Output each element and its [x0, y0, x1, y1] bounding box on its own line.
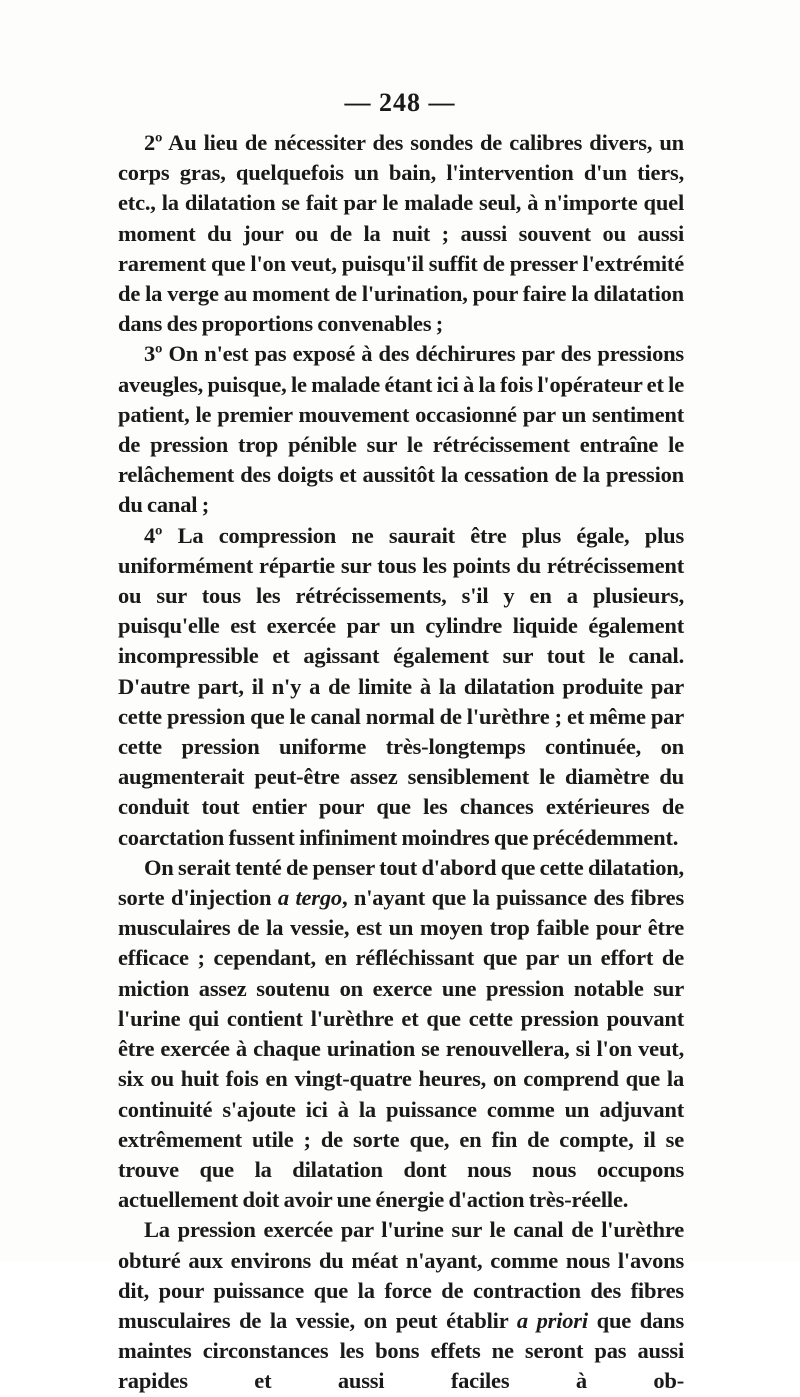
page-number: — 248 —: [344, 88, 456, 117]
latin-phrase-a-tergo: a tergo: [277, 885, 342, 911]
paragraph-point-2: 2º Au lieu de nécessiter des sondes de calibres divers, un corps gras, quelquefois un bain, l'intervention d'un tiers, etc., la dilatation se fait par le malade seul, à n'importe quel moment du jour ou de la nuit ; aussi souvent ou aussi rarement que l'on veut, puisqu'il suffit de presser l'extrémité de la verge au moment de l'urination, pour faire la dilatation dans des proportions convenables ;: [118, 130, 684, 337]
paragraph-point-4: 4º La compression ne saurait être plus égale, plus uniformément répartie sur tous les points du rétrécissement ou sur tous les rétrécissements, s'il y en a plusieurs, puisqu'elle est exercée par un cylindre liquide également incompressible et agissant également sur tout le canal. D'autre part, il n'y a de limite à la dilatation produite par cette pression que le canal normal de l'urèthre ; et même par cette pression uniforme très-longtemps continuée, on augmenterait peut-être assez sensiblement le diamètre du conduit tout entier pour que les chances extérieures de coarctation fussent infiniment moindres que précédemment.: [118, 522, 684, 850]
paragraph-text-segment: La pression exercée par l'urine sur le canal de l'urèthre obturé aux environs du méat n'ayant, comme nous l'avons dit, pour puissance que la force de contraction des fibres musculaires de la vessie, on peut établir: [118, 1217, 684, 1333]
paragraph-dilatation: [118, 853, 684, 1215]
paragraph-point-3: 3º On n'est pas exposé à des déchirures par des pressions aveugles, puisque, le malade étant ici à la fois l'opérateur et le patient, le premier mouvement occasionné par un sentiment de pression trop pénible sur le rétrécissement entraîne le relâchement des doigts et aussitôt la cessation de la pression du canal ;: [118, 341, 684, 518]
paragraph-text-segment: On serait tenté de penser tout d'abord que cette dilatation, sorte d'injection: [118, 854, 684, 911]
body-text: [118, 128, 684, 1397]
latin-phrase-a-priori: a priori: [516, 1307, 588, 1333]
paragraph-text-segment: que dans maintes circonstances les bons effets ne seront pas aussi rapides et aussi faciles à ob-: [118, 1307, 685, 1394]
paragraph-text-segment: , n'ayant que la puissance des fibres musculaires de la vessie, est un moyen trop faible pour être efficace ; cependant, en réfléchissant que par un effort de miction assez soutenu on exerce une pression notable sur l'urine qui contient l'urèthre et que cette pression pouvant être exercée à chaque urination se renouvellera, si l'on veut, six ou huit fois en vingt-quatre heures, on comprend que la continuité s'ajoute ici à la puissance comme un adjuvant extrêmement utile ; de sorte que, en fin de compte, il se trouve que la dilatation dont nous nous occupons actuellement doit avoir une énergie d'action très-réelle.: [118, 885, 685, 1213]
paragraph-pression: [118, 1215, 684, 1396]
